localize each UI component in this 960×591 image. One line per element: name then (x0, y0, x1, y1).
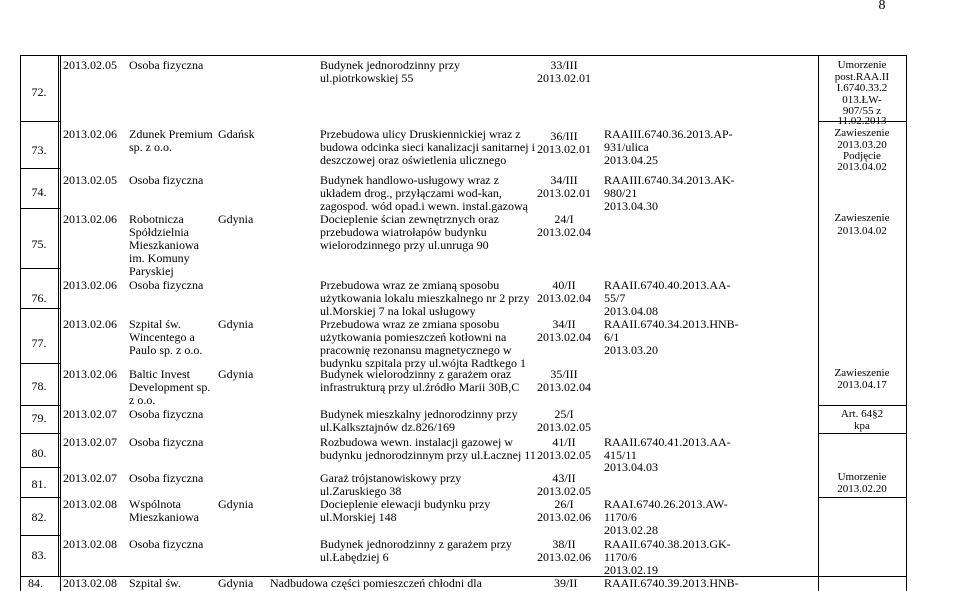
row-number: 75. (31, 237, 47, 251)
row-reference: 2013.04.30 (604, 199, 658, 213)
row-reference: 55/7 (604, 291, 626, 305)
row-date: 2013.02.05 (63, 58, 117, 72)
row-description: ul.Morskiej 148 (320, 510, 397, 524)
row-reference: 2013.02.28 (604, 523, 658, 537)
row-case-number: 34/III (550, 173, 578, 187)
row-investor: Osoba fizyczna (129, 537, 204, 551)
row-description: ul.Kalksztajnów dz.826/169 (320, 420, 455, 434)
row-investor: Paryskiej (129, 264, 174, 278)
row-note: 2013.03.20 (837, 138, 887, 151)
row-reference: RAAII.6740.41.2013.AA- (604, 435, 731, 449)
row-description: Budynek handlowo-usługowy wraz z (320, 173, 499, 187)
row-note: post.RAA.II (834, 70, 890, 83)
row-description: ul.Zaruskiego 38 (320, 484, 402, 498)
row-reference: 415/11 (604, 448, 637, 462)
row-investor: Wspólnota (129, 497, 181, 511)
row-investor: Robotnicza (129, 212, 184, 226)
row-description: budynku jednorodzinnym przy ul.Łacznej 11 (320, 448, 536, 462)
row-date: 2013.02.06 (63, 367, 117, 381)
row-investor: Development sp. (129, 380, 211, 394)
row-investor: Mieszkaniowa (129, 238, 199, 252)
row-note: 11.02.2013 (837, 115, 887, 127)
row-description: Nadbudowa części pomieszczeń chłodni dla (270, 576, 482, 590)
row-number: 73. (31, 143, 47, 157)
row-date: 2013.02.06 (63, 212, 117, 226)
row-reference: RAAII.6740.39.2013.HNB- (604, 576, 739, 590)
row-description: Docieplenie ścian zewnętrznych oraz (320, 212, 499, 226)
row-date: 2013.02.08 (63, 537, 117, 551)
row-number: 76. (31, 291, 47, 305)
row-investor: Osoba fizyczna (129, 58, 204, 72)
row-description: użytkowania lokalu mieszkalnego nr 2 przy (320, 291, 530, 305)
row-note: Zawieszenie (834, 367, 890, 379)
row-case-number: 24/I (554, 212, 574, 226)
row-date: 2013.02.07 (63, 407, 117, 421)
row-number: 80. (31, 446, 47, 460)
row-investor: Osoba fizyczna (129, 435, 204, 449)
row-date: 2013.02.08 (63, 576, 117, 590)
row-description: budynku szpitala przy ul.wójta Radtkego 1 (320, 356, 526, 370)
row-investor: Wincentego a (129, 330, 195, 344)
row-investor: Paulo sp. z o.o. (129, 343, 203, 357)
row-reference: RAAII.6740.38.2013.GK- (604, 537, 731, 551)
row-case-number: 26/I (554, 497, 574, 511)
row-case-date: 2013.02.04 (537, 291, 591, 305)
row-case-date: 2013.02.05 (537, 448, 591, 462)
row-reference: 2013.02.19 (604, 563, 658, 577)
row-note: Umorzenie (837, 59, 887, 71)
row-reference: 931/ulica (604, 140, 649, 154)
row-investor: Osoba fizyczna (129, 407, 204, 421)
row-number: 83. (31, 548, 47, 562)
row-description: Przebudowa wraz ze zmianą sposobu (320, 278, 500, 292)
row-case-number: 41/II (552, 435, 576, 449)
row-number: 82. (31, 510, 47, 524)
row-reference: RAAIII.6740.36.2013.AP- (604, 127, 733, 141)
row-city: Gdańsk (218, 127, 255, 141)
row-reference: 1170/6 (604, 550, 637, 564)
row-description: Rozbudowa wewn. instalacji gazowej w (320, 435, 513, 449)
row-investor: Baltic Invest (129, 367, 190, 381)
row-reference: 2013.04.25 (604, 153, 658, 167)
row-investor: Osoba fizyczna (129, 278, 204, 292)
page-number: 8 (878, 0, 886, 13)
row-number: 84. (28, 576, 43, 590)
row-description: użytkowania pomieszczeń kotłowni na (320, 330, 507, 344)
row-date: 2013.02.06 (63, 127, 117, 141)
row-number: 77. (31, 336, 47, 350)
row-description: budowa odcinka sieci kanalizacji sanitarnej i (320, 140, 535, 154)
row-investor: Spółdzielnia (129, 225, 189, 239)
row-case-number: 39/II (554, 576, 578, 590)
row-case-date: 2013.02.01 (537, 71, 591, 85)
row-reference: RAAII.6740.40.2013.AA- (604, 278, 731, 292)
row-investor: z o.o. (129, 393, 156, 407)
row-case-date: 2013.02.05 (537, 420, 591, 434)
row-date: 2013.02.07 (63, 435, 117, 449)
row-note: Podjęcie (843, 150, 881, 162)
row-note: 013.ŁW- (842, 93, 882, 106)
row-reference: 980/21 (604, 186, 638, 200)
row-description: Garaż trójstanowiskowy przy (320, 471, 462, 485)
row-note: 2013.02.20 (837, 483, 887, 495)
row-reference: RAAII.6740.34.2013.HNB- (604, 317, 739, 331)
row-city: Gdynia (218, 497, 254, 511)
row-description: Przebudowa ulicy Druskiennickiej wraz z (320, 127, 521, 141)
row-description: Budynek wielorodzinny z garażem oraz (320, 367, 512, 381)
row-case-number: 36/III (550, 129, 578, 143)
row-description: pracownię rezonansu magnetycznego w (320, 343, 512, 357)
row-reference: RAAIII.6740.34.2013.AK- (604, 173, 735, 187)
row-reference: 2013.03.20 (604, 343, 658, 357)
row-case-date: 2013.02.06 (537, 550, 591, 564)
row-case-date: 2013.02.04 (537, 330, 591, 344)
row-case-number: 40/II (552, 278, 576, 292)
row-note: Zawieszenie (834, 127, 890, 139)
row-note: 2013.04.02 (837, 225, 887, 237)
row-case-number: 35/III (550, 367, 578, 381)
row-note: 907/55 z (842, 105, 882, 117)
row-investor: Zdunek Premium (129, 127, 213, 141)
row-date: 2013.02.08 (63, 497, 117, 511)
row-date: 2013.02.06 (63, 278, 117, 292)
row-city: Gdynia (218, 212, 254, 226)
row-date: 2013.02.05 (63, 173, 117, 187)
row-case-date: 2013.02.01 (537, 186, 591, 200)
row-number: 79. (31, 411, 47, 425)
row-description: ul.Morskiej 7 na lokal usługowy (320, 304, 476, 318)
row-description: ul.Łabędziej 6 (320, 550, 389, 564)
row-date: 2013.02.06 (63, 317, 117, 331)
row-description: wielorodzinnego przy ul.unruga 90 (320, 238, 489, 252)
row-description: ul.piotrkowskiej 55 (320, 71, 414, 85)
row-description: infrastrukturą przy ul.źródło Marii 30B,C (320, 380, 520, 394)
row-description: Budynek jednorodzinny z garażem przy (320, 537, 512, 551)
row-description: Budynek jednorodzinny przy (320, 58, 460, 72)
row-case-date: 2013.02.05 (537, 484, 591, 498)
row-reference: RAAI.6740.26.2013.AW- (604, 497, 728, 511)
row-case-date: 2013.02.01 (537, 142, 591, 156)
row-case-date: 2013.02.04 (537, 380, 591, 394)
row-description: deszczowej oraz oświetlenia ulicznego (320, 153, 507, 167)
row-note: kpa (854, 420, 870, 432)
row-note: Art. 64§2 (840, 408, 884, 420)
row-case-number: 25/I (554, 407, 574, 421)
row-investor: sp. z o.o. (129, 140, 172, 154)
row-note: Zawieszenie (834, 212, 890, 224)
row-description: Docieplenie elewacji budynku przy (320, 497, 491, 511)
row-number: 74. (31, 185, 47, 199)
row-investor: Szpital św. (129, 317, 181, 331)
row-reference: 1170/6 (604, 510, 637, 524)
row-description: Przebudowa wraz ze zmiana sposobu (320, 317, 500, 331)
row-description: Budynek mieszkalny jednorodzinny przy (320, 407, 518, 421)
row-note: I.6740.33.2 (836, 82, 888, 94)
row-description: przebudowa wiatrołapów budynku (320, 225, 487, 239)
row-reference: 2013.04.03 (604, 460, 658, 474)
row-description: zagospod. wód opad.i wewn. instal.gazową (320, 199, 528, 213)
row-case-number: 33/III (550, 58, 578, 72)
row-city: Gdynia (218, 367, 254, 381)
row-city: Gdynia (218, 317, 254, 331)
row-investor: Osoba fizyczna (129, 173, 204, 187)
row-reference: 6/1 (604, 330, 620, 344)
row-number: 81. (31, 477, 47, 491)
row-investor: Osoba fizyczna (129, 471, 204, 485)
row-date: 2013.02.07 (63, 471, 117, 485)
row-reference: 2013.04.08 (604, 304, 658, 318)
row-note: Umorzenie (837, 471, 887, 483)
row-note: 2013.04.02 (837, 160, 887, 173)
row-investor: im. Komuny (129, 251, 190, 265)
row-city: Gdynia (218, 576, 254, 590)
row-case-number: 43/II (552, 471, 576, 485)
row-number: 78. (31, 379, 47, 393)
row-case-date: 2013.02.04 (537, 225, 591, 239)
row-case-number: 34/II (552, 317, 576, 331)
row-case-number: 38/II (552, 537, 576, 551)
row-investor: Szpital św. (129, 576, 181, 590)
row-investor: Mieszkaniowa (129, 510, 199, 524)
row-description: układem drog., przyłączami wod-kan, (320, 186, 502, 200)
row-number: 72. (31, 85, 47, 99)
row-note: 2013.04.17 (837, 379, 887, 391)
row-case-date: 2013.02.06 (537, 510, 591, 524)
